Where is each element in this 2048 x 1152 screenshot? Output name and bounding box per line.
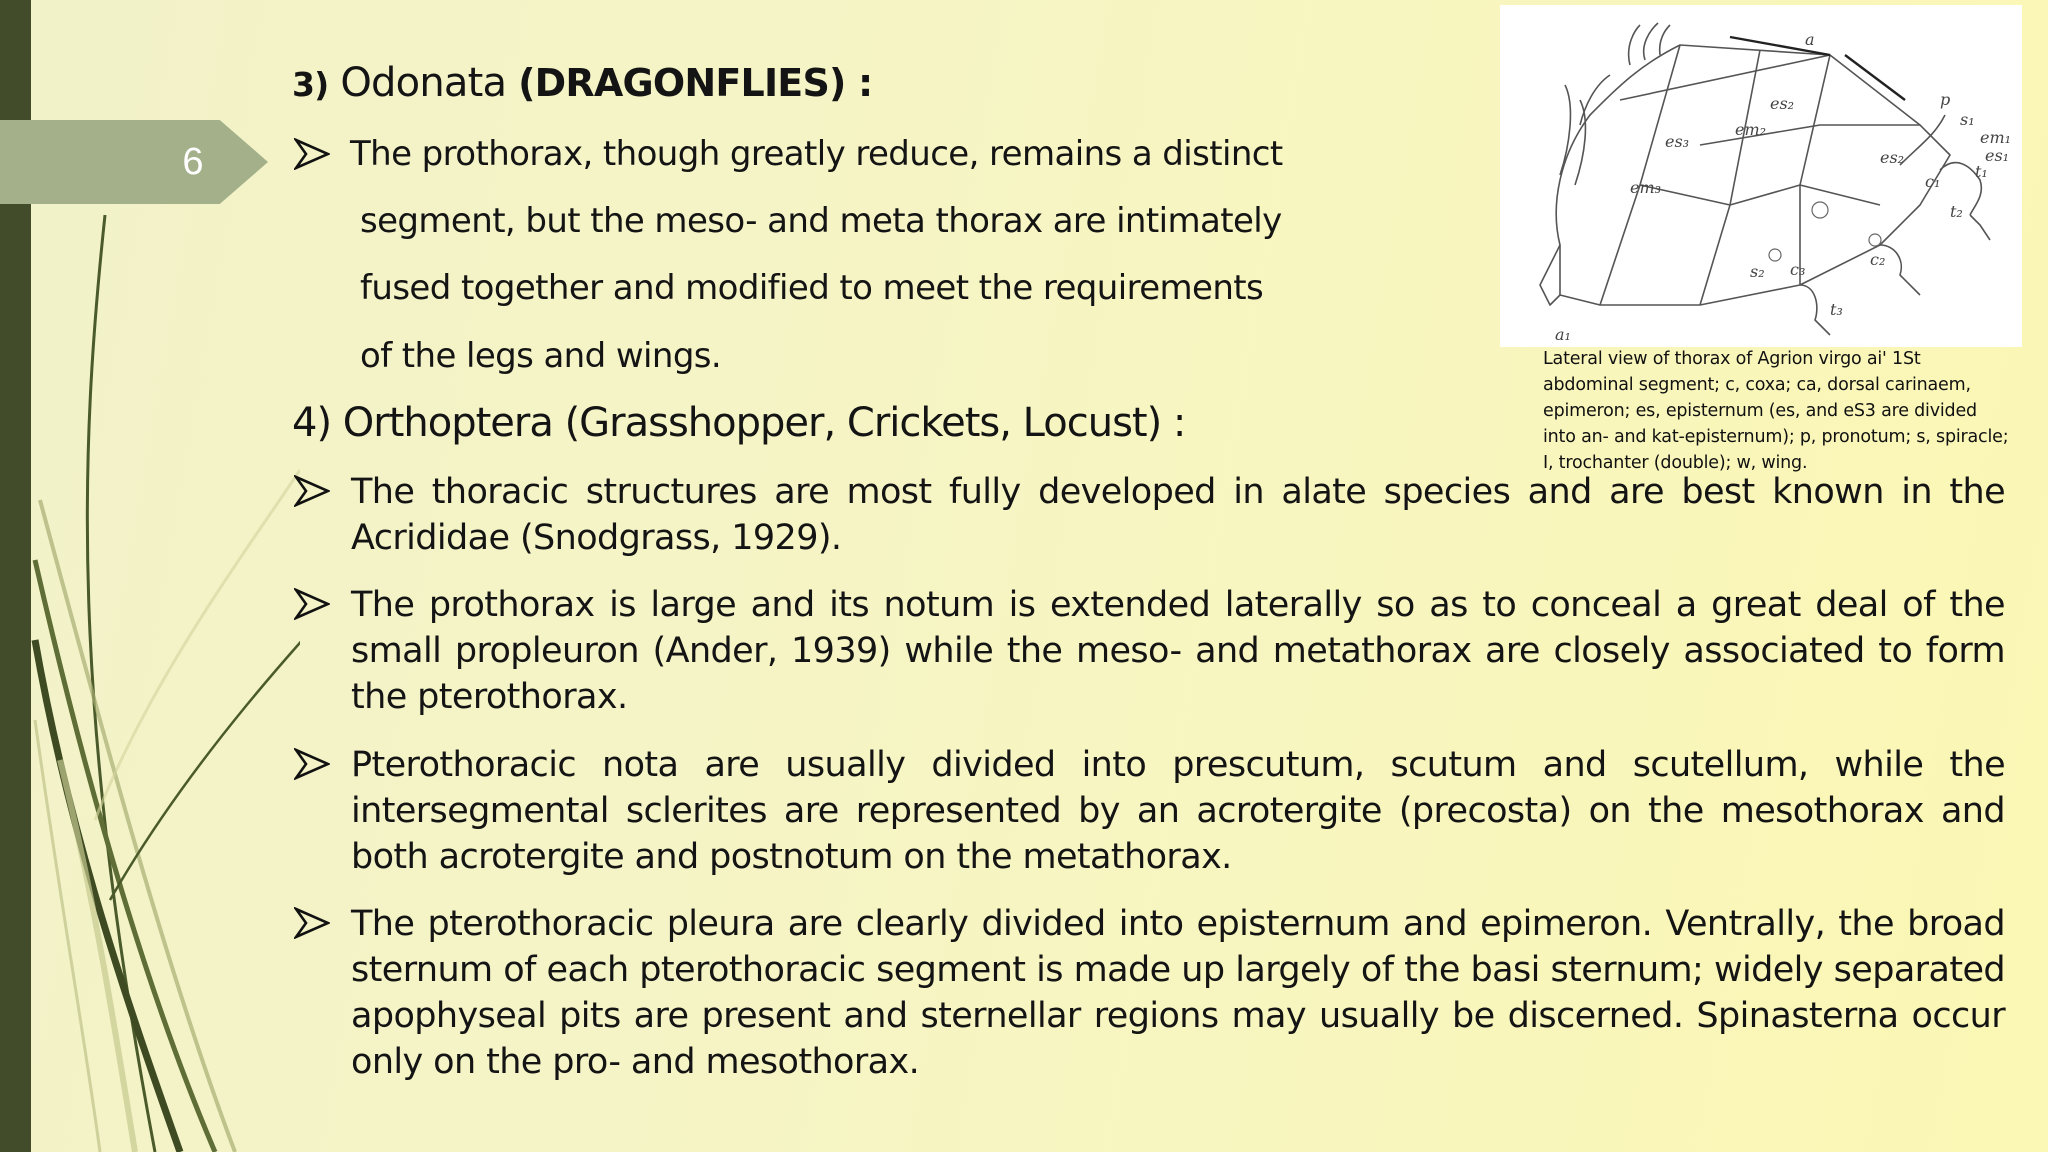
figure-label: t₂: [1950, 202, 1963, 221]
thorax-diagram: [1500, 5, 2022, 347]
figure-caption: Lateral view of thorax of Agrion virgo ai' 1St abdominal segment; c, coxa; ca, dorsal carinaem, epimeron; es, episternum (es, and eS3 are divided into an- and kat-episternum); p, pronotum; s, spiracle; I, trochanter (double); w, wing.: [1543, 349, 2009, 473]
bullet-arrow-icon: [294, 748, 330, 780]
figure-label: s₁: [1960, 110, 1975, 129]
figure-label: s₂: [1750, 262, 1765, 281]
section-4-bullet-1: The thoracic structures are most fully developed in alate species and are best known in the Acrididae (Snodgrass, 1929).: [351, 472, 2005, 558]
section-3-title: Odonata: [340, 60, 507, 106]
figure-label: es₃: [1665, 132, 1690, 151]
figure-label: es₂: [1770, 94, 1795, 113]
thorax-figure: [1500, 5, 2022, 347]
section-3-number: 3): [292, 65, 329, 104]
section-3-heading: [292, 60, 872, 106]
bullet-arrow-icon: [294, 475, 330, 507]
bullet-arrow-icon: [294, 907, 330, 939]
section-4-bullet-4: The pterothoracic pleura are clearly divided into episternum and epimeron. Ventrally, the broad sternum of each pterothoracic segment is made up largely of the basi sternum; widely separated apophyseal pits are present and sternellar regions may usually be discerned. Spinasterna occur only on the pro- and mesothorax.: [351, 904, 2005, 1082]
figure-label: c₃: [1790, 260, 1806, 279]
bullet-arrow-icon: [294, 138, 330, 170]
section-3-line-3: fused together and modified to meet the requirements: [360, 268, 1264, 308]
section-3-title-caps: (DRAGONFLIES) :: [518, 61, 873, 105]
section-3-line-1: The prothorax, though greatly reduce, remains a distinct: [350, 134, 1283, 174]
figure-label: c₁: [1925, 172, 1941, 191]
section-4-heading: 4) Orthoptera (Grasshopper, Crickets, Locust) :: [292, 400, 1186, 446]
figure-label: t₃: [1830, 300, 1843, 319]
figure-label: p: [1940, 90, 1951, 109]
figure-label: a₁: [1555, 325, 1571, 344]
bullet-arrow-icon: [294, 588, 330, 620]
figure-label: es₂: [1880, 148, 1905, 167]
figure-label: em₃: [1630, 178, 1662, 197]
section-3-line-4: of the legs and wings.: [360, 336, 722, 376]
figure-label: a: [1805, 30, 1815, 49]
section-3-line-2: segment, but the meso- and meta thorax are intimately: [360, 201, 1282, 241]
figure-label: c₂: [1870, 250, 1886, 269]
figure-label: em₂: [1735, 120, 1767, 139]
section-4-bullet-2: The prothorax is large and its notum is extended laterally so as to conceal a great deal of the small propleuron (Ander, 1939) while the meso- and metathorax are closely associated to form the pterothorax.: [351, 585, 2005, 717]
section-4-bullet-3: Pterothoracic nota are usually divided into prescutum, scutum and scutellum, while the intersegmental sclerites are represented by an acrotergite (precosta) on the mesothorax and both acrotergite and postnotum on the metathorax.: [351, 745, 2005, 877]
figure-label: es₁: [1985, 146, 2010, 165]
figure-label: em₁: [1980, 128, 2012, 147]
slide-number: 6: [182, 141, 204, 183]
figure-label: t₁: [1975, 162, 1988, 181]
